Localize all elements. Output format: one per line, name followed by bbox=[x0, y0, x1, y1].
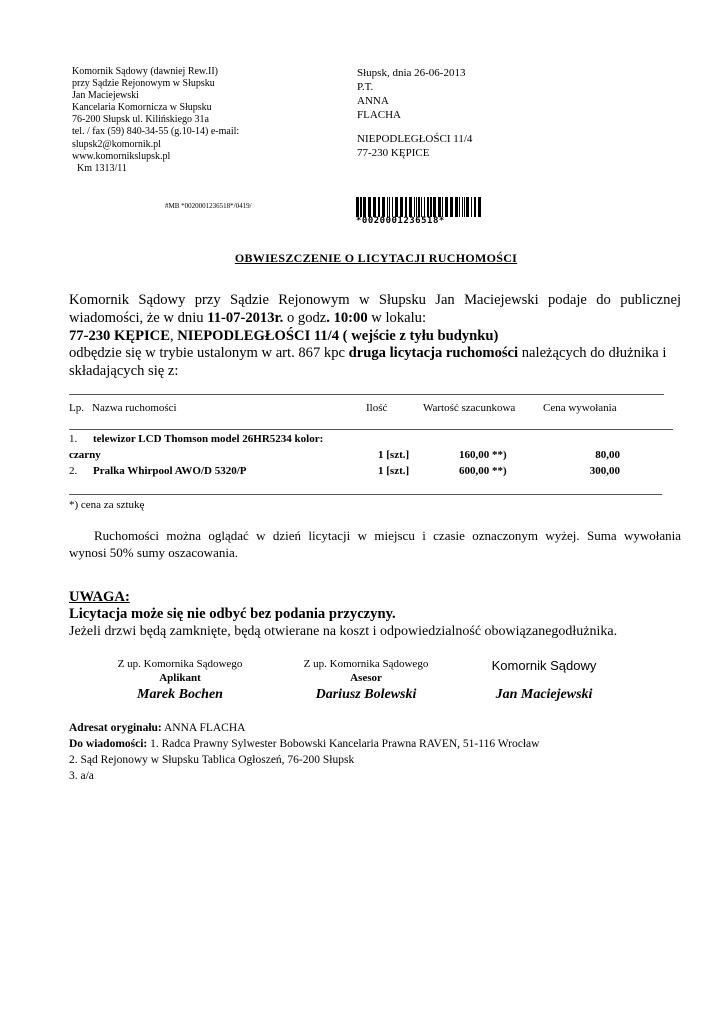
place-date: Słupsk, dnia 26-06-2013 bbox=[357, 67, 466, 79]
intro-line-1: Komornik Sądowy przy Sądzie Rejonowym w Słupsku Jan Maciejewski podaje do publicznej bbox=[69, 292, 681, 308]
row-2-price: 300,00 bbox=[589, 465, 620, 477]
sender-block bbox=[72, 66, 239, 175]
signature-asesor bbox=[286, 657, 446, 704]
barcode bbox=[356, 197, 484, 227]
row-2-value: 600,00 **) bbox=[459, 465, 507, 477]
signature-name: Jan Maciejewski bbox=[495, 687, 593, 702]
sender-line: Kancelaria Komornicza w Słupsku bbox=[72, 102, 212, 114]
table-rule-header bbox=[69, 429, 673, 430]
addressee-line: Adresat oryginału: ANNA FLACHA bbox=[69, 722, 246, 734]
recipient-street: NIEPODLEGŁOŚCI 11/4 bbox=[357, 133, 473, 145]
recipient-first-name: ANNA bbox=[357, 95, 389, 107]
reference-code: #MB *0020001236518*/0419/ bbox=[165, 202, 252, 210]
viewing-line-1: Ruchomości można oglądać w dzień licytacji w miejscu i czasie oznaczonym wyżej. Suma wywołania bbox=[94, 528, 681, 543]
row-1-qty: 1 [szt.] bbox=[378, 449, 410, 461]
row-2-lp: 2. bbox=[69, 465, 78, 477]
recipient-last-name: FLACHA bbox=[357, 109, 402, 121]
price-footnote: *) cena za sztukę bbox=[69, 499, 145, 511]
sender-line: Komornik Sądowy (dawniej Rew.II) bbox=[72, 66, 218, 77]
recipient-block bbox=[357, 66, 472, 160]
signature-name: Dariusz Bolewski bbox=[315, 687, 417, 702]
auction-date: 11-07-2013r. bbox=[207, 309, 284, 326]
sender-email: slupsk2@komornik.pl bbox=[72, 138, 161, 150]
row-2-name: Pralka Whirpool AWO/D 5320/P bbox=[93, 465, 247, 477]
intro-line-4: odbędzie się w trybie ustalonym w art. 867 kpc druga licytacja ruchomości należących do dłużnika i bbox=[69, 345, 667, 362]
sender-line: przy Sądzie Rejonowym w Słupsku bbox=[72, 78, 215, 90]
sender-line: Jan Maciejewski bbox=[72, 90, 139, 102]
barcode-bars bbox=[356, 197, 484, 217]
signature-name: Marek Bochen bbox=[137, 687, 223, 702]
auction-time: . 10:00 bbox=[326, 309, 368, 326]
distribution-list bbox=[69, 720, 539, 784]
auction-location: 77-230 KĘPICE, NIEPODLEGŁOŚCI 11/4 ( wejście z tyłu budynku) bbox=[69, 327, 499, 344]
warning-heading: UWAGA: bbox=[69, 589, 130, 605]
recipient-city: 77-230 KĘPICE bbox=[357, 147, 430, 159]
signature-aplikant bbox=[100, 657, 260, 704]
salutation: P.T. bbox=[357, 81, 374, 93]
intro-line-5: składających się z: bbox=[69, 363, 179, 380]
intro-line-2: wiadomości, że w dniu 11-07-2013r. o godz. 10:00 w lokalu: bbox=[69, 309, 426, 326]
sender-website: www.komornikslupsk.pl bbox=[72, 150, 171, 162]
viewing-line-2: wynosi 50% sumy oszacowania. bbox=[69, 545, 238, 560]
row-1-lp: 1. bbox=[69, 433, 78, 445]
auction-type: druga licytacja ruchomości bbox=[348, 345, 519, 362]
table-rule-top bbox=[69, 394, 664, 395]
case-number: Km 1313/11 bbox=[77, 162, 127, 174]
table-rule-bottom bbox=[69, 494, 662, 495]
header-name: Nazwa ruchomości bbox=[92, 402, 177, 414]
intro-paragraph bbox=[69, 292, 681, 381]
header-price: Cena wywołania bbox=[543, 402, 617, 414]
warning-line-1: Licytacja może się nie odbyć bez podania przyczyny. bbox=[69, 606, 396, 622]
signature-authority: Z up. Komornika Sądowego bbox=[117, 658, 243, 670]
signature-role: Asesor bbox=[350, 672, 382, 684]
row-1-value: 160,00 **) bbox=[459, 449, 507, 461]
header-value: Wartość szacunkowa bbox=[423, 402, 516, 414]
row-2-qty: 1 [szt.] bbox=[378, 465, 410, 477]
signature-authority: Z up. Komornika Sądowego bbox=[303, 658, 429, 670]
warning-line-2: Jeżeli drzwi będą zamknięte, będą otwierane na koszt i odpowiedzialność obowiązanegodłużnika. bbox=[69, 624, 618, 639]
header-lp: Lp. bbox=[69, 402, 84, 414]
row-1-name-cont: czarny bbox=[69, 449, 101, 461]
row-1-price: 80,00 bbox=[595, 449, 620, 461]
header-qty: Ilość bbox=[366, 402, 388, 414]
viewing-paragraph bbox=[69, 527, 681, 561]
document-title: OBWIESZCZENIE O LICYTACJI RUCHOMOŚCI bbox=[234, 251, 518, 265]
signature-title: Komornik Sądowy bbox=[491, 658, 597, 673]
sender-line: 76-200 Słupsk ul. Kilińskiego 31a bbox=[72, 114, 209, 126]
row-1-name: telewizor LCD Thomson model 26HR5234 kolor: bbox=[93, 433, 324, 445]
barcode-text: *0020001236518* bbox=[356, 216, 445, 226]
signature-role: Aplikant bbox=[159, 672, 201, 684]
signature-komornik bbox=[474, 657, 614, 704]
info-line-1: Do wiadomości: 1. Radca Prawny Sylwester Bobowski Kancelaria Prawna RAVEN, 51-116 Wrocław bbox=[69, 738, 540, 750]
info-line-3: 3. a/a bbox=[69, 770, 94, 782]
sender-line: tel. / fax (59) 840-34-55 (g.10-14) e-mail: bbox=[72, 126, 240, 138]
info-line-2: 2. Sąd Rejonowy w Słupsku Tablica Ogłoszeń, 76-200 Słupsk bbox=[69, 754, 355, 766]
